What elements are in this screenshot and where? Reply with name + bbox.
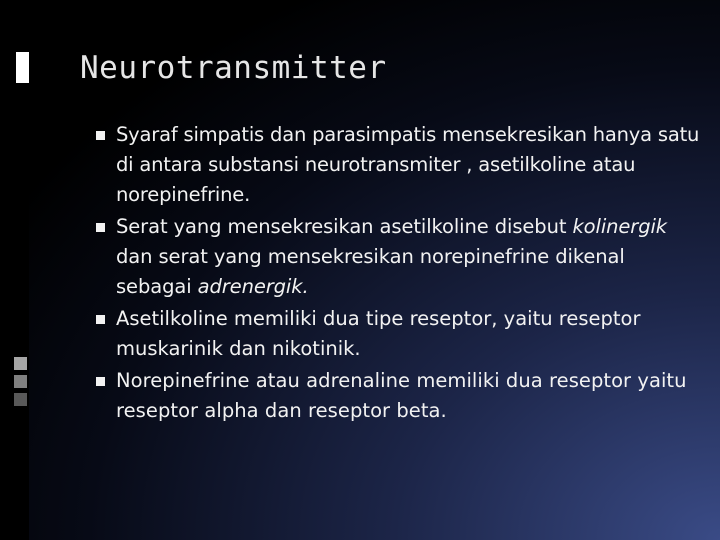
bullet-item [96,366,706,426]
square-bullet-icon [96,315,105,324]
title-accent-bar [16,52,29,83]
bullet-item [96,120,706,210]
slide-title: Neurotransmitter [80,50,387,86]
term-adrenergik: adrenergik. [197,275,309,298]
bullet-item [96,212,706,302]
square-bullet-icon [96,131,105,140]
bullet-text: Asetilkoline memiliki dua tipe reseptor, yaitu reseptor muskarinik dan nikotinik. [116,307,641,360]
decor-square-2 [14,375,27,388]
bullet-item [96,304,706,364]
bullet-list [96,120,706,428]
bullet-text: Syaraf simpatis dan parasimpatis mensekresikan hanya satu di antara substansi neurotransmiter , asetilkoline atau norepinefrine. [116,123,700,206]
bullet-text: dan serat yang mensekresikan norepinefrine dikenal sebagai [116,245,625,298]
bullet-text: Norepinefrine atau adrenaline memiliki dua reseptor yaitu reseptor alpha dan reseptor beta. [116,369,687,422]
square-bullet-icon [96,223,105,232]
decor-square-1 [14,357,27,370]
decor-square-3 [14,393,27,406]
term-kolinergik: kolinergik [572,215,668,238]
bullet-text: Serat yang mensekresikan asetilkoline disebut [116,215,573,238]
square-bullet-icon [96,377,105,386]
